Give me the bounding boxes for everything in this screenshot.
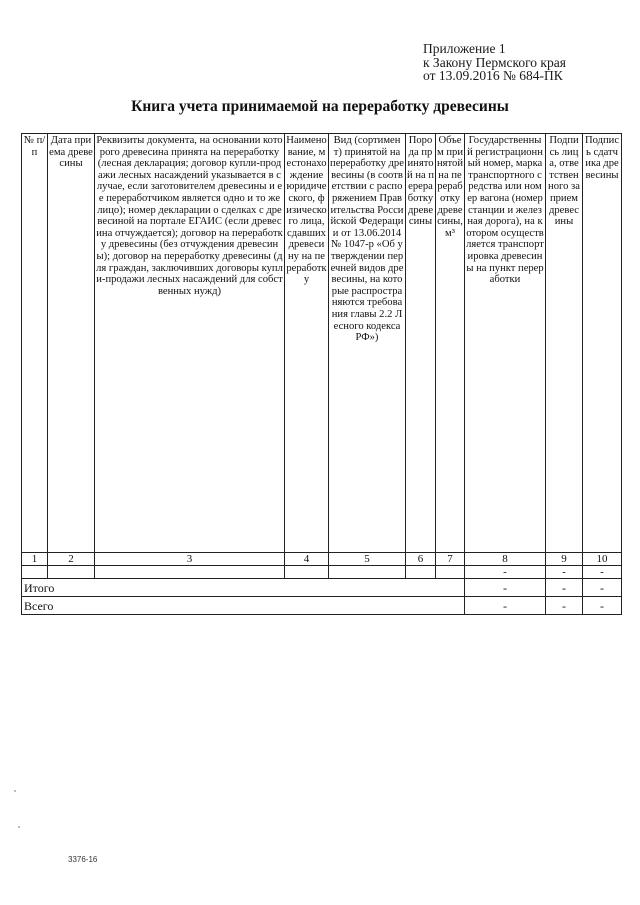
total-cell: -	[583, 597, 622, 615]
header-cell: Государственный регистрационный номер, марка транспортного средства или номер вагона (номер станции и железная дорога), на котором осуществляется транспортировка древесины на пункт переработки	[465, 134, 546, 553]
wood-intake-table	[21, 133, 622, 615]
document-title: Книга учета принимаемой на переработку древесины	[131, 98, 509, 115]
header-row	[22, 134, 622, 553]
total-row	[22, 579, 622, 597]
header-cell: Порода принятой на переработку древесины	[406, 134, 436, 553]
table-cell	[406, 566, 436, 579]
column-number: 6	[406, 553, 436, 566]
table-cell	[329, 566, 406, 579]
column-number: 8	[465, 553, 546, 566]
total-cell: -	[546, 597, 583, 615]
appendix-reference	[423, 42, 633, 83]
header-cell: Объем принятой на переработку древесины, м³	[436, 134, 465, 553]
total-cell: -	[465, 579, 546, 597]
header-cell: Дата приема древесины	[48, 134, 95, 553]
table-cell: -	[546, 566, 583, 579]
document-code: 3376-16	[68, 855, 98, 864]
total-cell: -	[583, 579, 622, 597]
column-number: 3	[95, 553, 285, 566]
column-number-row	[22, 553, 622, 566]
table-cell	[95, 566, 285, 579]
column-number: 9	[546, 553, 583, 566]
table-cell	[22, 566, 48, 579]
grand-total-label: Всего	[22, 597, 465, 615]
header-cell: № п/п	[22, 134, 48, 553]
appendix-line-1: Приложение 1	[423, 41, 506, 56]
table-cell	[285, 566, 329, 579]
column-number: 2	[48, 553, 95, 566]
column-number: 7	[436, 553, 465, 566]
appendix-line-2: к Закону Пермского края	[423, 54, 566, 70]
table-cell	[436, 566, 465, 579]
table-cell	[48, 566, 95, 579]
column-number: 4	[285, 553, 329, 566]
table-cell: -	[465, 566, 546, 579]
appendix-line-3: от 13.09.2016 № 684-ПК	[423, 68, 563, 83]
total-cell: -	[465, 597, 546, 615]
header-cell: Подпись сдатчика древесины	[583, 134, 622, 553]
total-label: Итого	[22, 579, 465, 597]
table-cell: -	[583, 566, 622, 579]
total-cell: -	[546, 579, 583, 597]
header-cell: Подпись лица, ответственного за прием древесины	[546, 134, 583, 553]
scan-speck	[14, 790, 16, 792]
header-cell: Наименование, местонахождение юридического, физического лица, сдавших древесину на переработку	[285, 134, 329, 553]
table-row	[22, 566, 622, 579]
grand-total-row	[22, 597, 622, 615]
header-cell: Реквизиты документа, на основании которого древесина принята на переработку (лесная декларация; договор купли-продажи лесных насаждений указывается в случае, если заготовителем древесины и ее переработчиком является одно и то же лицо); номер декларации о сделках с древесиной на портале ЕГАИС (если древесина отчуждается); договор на переработку древесины (без отчуждения древесины); договор на переработку древесины (для граждан, заключивших договоры купли-продажи лесных насаждений для собственных нужд)	[95, 134, 285, 553]
header-cell: Вид (сортимент) принятой на переработку древесины (в соответствии с распоряжением Правительства Российской Федерации от 13.06.2014 № 1047-р «Об утверждении перечней видов древесины, на которые распространяются требования главы 2.2 Лесного кодекса РФ»)	[329, 134, 406, 553]
column-number: 10	[583, 553, 622, 566]
column-number: 1	[22, 553, 48, 566]
column-number: 5	[329, 553, 406, 566]
scan-speck	[18, 826, 20, 828]
